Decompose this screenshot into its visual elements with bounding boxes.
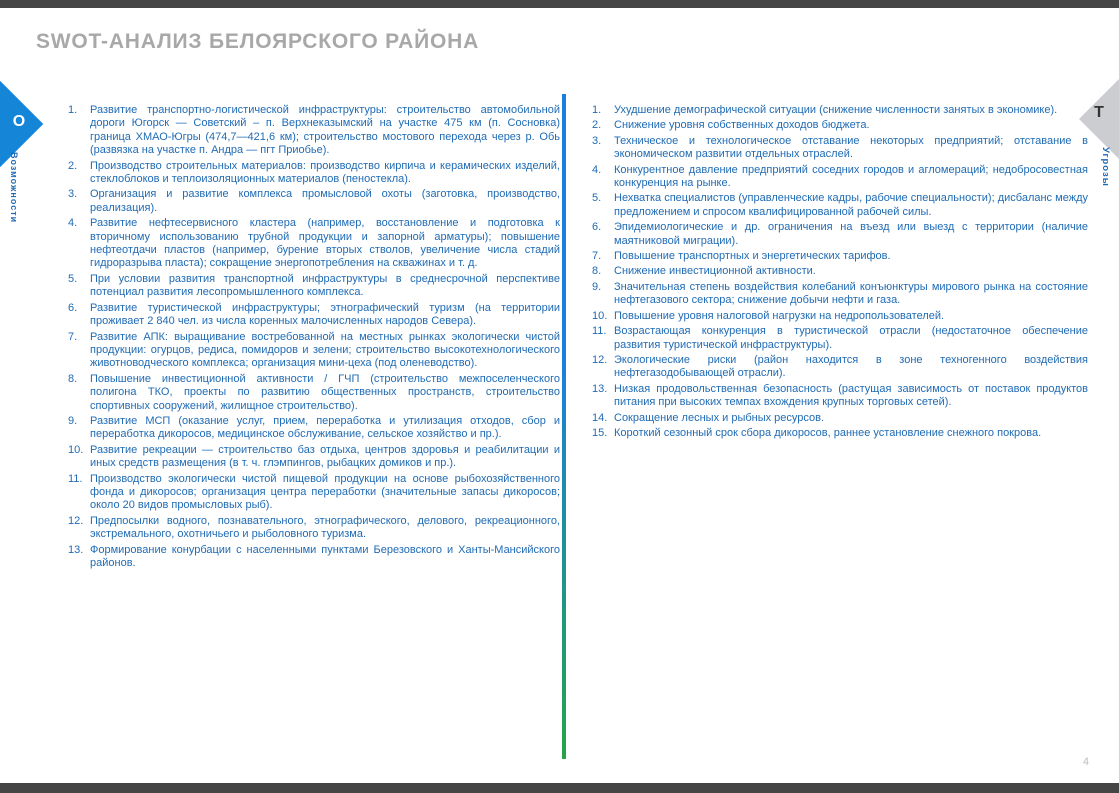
list-item: Ухудшение демографической ситуации (снижение численности занятых в экономике).: [614, 104, 1058, 116]
list-item: Короткий сезонный срок сбора дикоросов, раннее установление снежного покрова.: [614, 426, 1042, 439]
bottom-bar: [0, 783, 1119, 793]
page-title: SWOT-АНАЛИЗ БЕЛОЯРСКОГО РАЙОНА: [36, 30, 480, 53]
list-item: Снижение инвестиционной активности.: [614, 265, 816, 278]
list-item: Низкая продовольственная безопасность (растущая зависимость от поставок продуктов питания при высоких темпах вхождения крупных торговых сетей).: [614, 382, 1088, 409]
threats-column: [592, 104, 1088, 442]
list-item: Техническое и технологическое отставание некоторых предприятий; отставание в экономическом развитии отдельных отраслей.: [614, 134, 1088, 161]
list-item: Экологические риски (район находится в зоне техногенного воздействия нефтегазодобывающей отрасли).: [614, 353, 1088, 380]
top-bar: [0, 0, 1119, 8]
list-item: Развитие АПК: выращивание востребованной на местных рынках экологически чистой продукции: огурцов, редиса, помидоров и зелени; строительство высокотехнологического животноводческого комплекса; организация мини-цеха (под оленеводство).: [90, 330, 560, 370]
list-item: Эпидемиологические и др. ограничения на въезд или выезд с территории (наличие маятниковой миграции).: [614, 221, 1088, 247]
list-item: Возрастающая конкуренция в туристической отрасли (недостаточное обеспечение развития туристической инфраструктуры).: [614, 325, 1088, 351]
list-item: Организация и развитие комплекса промысловой охоты (заготовка, производство, реализация).: [90, 188, 560, 214]
list-item: Производство экологически чистой пищевой продукции на основе рыбохозяйственного фонда и дикоросов; организация центра переработки (значительные запасы дикоросов; около 20 видов промысловых рыб).: [90, 472, 560, 512]
list-item: Развитие транспортно-логистической инфраструктуры: строительство автомобильной дороги Югорск — Советский – п. Верхнеказымский на участке 475 км (п. Сосновка) граница ХМАО-Югры (474,7—421,6 км); строительство мостового перехода через р. Обь (развязка на участке п. Андра — пгт Приобье).: [90, 104, 560, 157]
list-item: Конкурентное давление предприятий соседних городов и агломераций; недобросовестная конкуренция на рынке.: [614, 163, 1088, 190]
threats-list: [592, 104, 1088, 440]
list-item: Развитие рекреации — строительство баз отдыха, центров здоровья и реабилитации и иных средств размещения (в т. ч. глэмпингов, рыбацких домиков и пр.).: [90, 443, 560, 470]
list-item: Повышение уровня налоговой нагрузки на недропользователей.: [614, 309, 945, 322]
list-item: Значительная степень воздействия колебаний конъюнктуры мирового рынка на состояние нефтегазового сектора; снижение добычи нефти и газа.: [614, 280, 1088, 307]
list-item: Повышение транспортных и энергетических тарифов.: [614, 250, 891, 263]
threats-label: Угрозы: [1100, 147, 1111, 187]
list-item: Производство строительных материалов: производство кирпича и керамических изделий, стеклоблоков и теплоизоляционных материалов (пеностекла).: [90, 159, 560, 186]
opportunities-column: [68, 104, 560, 572]
list-item: Сокращение лесных и рыбных ресурсов.: [614, 411, 825, 424]
page-number: 4: [1082, 756, 1089, 768]
opportunities-letter: O: [12, 113, 26, 130]
list-item: Формирование конурбации с населенными пунктами Березовского и Ханты-Мансийского районов.: [90, 543, 560, 569]
list-item: Повышение инвестиционной активности / ГЧП (строительство межпоселенческого полигона ТКО, проекты по развитию общественных пространств, строительство спортивных сооружений, жилищное строительство).: [90, 372, 560, 412]
list-item: Снижение уровня собственных доходов бюджета.: [614, 119, 870, 132]
list-item: Развитие нефтесервисного кластера (например, восстановление и подготовка к вторичному использованию трубной продукции и запорной арматуры); повышение нефтеотдачи пластов (например, бурение вторых стволов, увеличение числа стадий гидроразрыва пласта); сокращение энергопотребления на скважинах и т. д.: [90, 217, 560, 270]
opportunities-list: [68, 104, 560, 570]
list-item: Развитие туристической инфраструктуры; этнографический туризм (на территории проживает 2 840 чел. из числа коренных малочисленных народов Севера).: [90, 301, 560, 328]
list-item: При условии развития транспортной инфраструктуры в среднесрочной перспективе потенциал развития лесопромышленного комплекса.: [90, 272, 560, 299]
opportunities-label: Возможности: [9, 152, 19, 224]
list-item: Предпосылки водного, познавательного, этнографического, делового, рекреационного, экстремального, охотничьего и рыболовного туризма.: [90, 514, 560, 541]
list-item: Развитие МСП (оказание услуг, прием, переработка и утилизация отходов, сбор и переработка дикоросов, медицинское обслуживание, сельское хозяйство и пр.).: [90, 414, 560, 441]
threats-letter: T: [1094, 104, 1104, 121]
column-divider: [562, 94, 566, 759]
list-item: Нехватка специалистов (управленческие кадры, рабочие специальности); дисбаланс между предложением и спросом квалифицированной рабочей силы.: [614, 192, 1088, 218]
